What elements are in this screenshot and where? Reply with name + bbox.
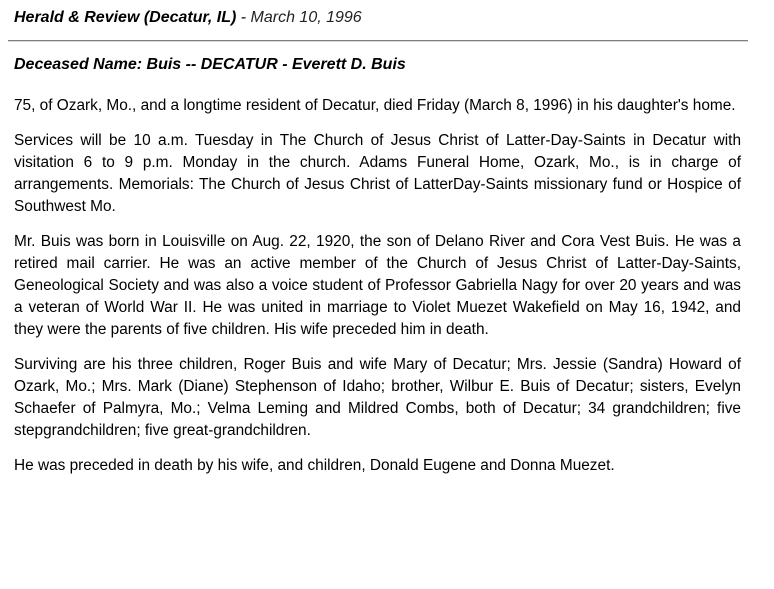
paragraph-age-residence: 75, of Ozark, Mo., and a longtime resident of Decatur, died Friday (March 8, 1996) in his daughter's home.	[14, 97, 736, 114]
header-divider	[8, 40, 748, 42]
newspaper-header	[14, 8, 362, 28]
newspaper-name: Herald & Review (Decatur, IL)	[14, 9, 237, 26]
deceased-name-line: Deceased Name: Buis -- DECATUR - Everett D. Buis	[14, 56, 406, 73]
header-separator: -	[236, 9, 251, 26]
paragraph-survivors: Surviving are his three children, Roger Buis and wife Mary of Decatur; Mrs. Jessie (Sandra) Howard of Ozark, Mo.; Mrs. Mark (Diane) Stephenson of Idaho; brother, Wilbur E. Buis of Decatur; sisters, Evelyn Schaefer of Palmyra, Mo.; Velma Leming and Mildred Combs, both of Decatur; 34 grandchildren; five stepgrandchildren; five great-grandchildren.	[14, 356, 741, 439]
obituary-body	[14, 95, 741, 490]
publication-date: March 10, 1996	[250, 9, 362, 26]
paragraph-services: Services will be 10 a.m. Tuesday in The Church of Jesus Christ of Latter-Day-Saints in Decatur with visitation 6 to 9 p.m. Monday in the church. Adams Funeral Home, Ozark, Mo., is in charge of arrangements. Memorials: The Church of Jesus Christ of LatterDay-Saints missionary fund or Hospice of Southwest Mo.	[14, 132, 741, 215]
paragraph-biography: Mr. Buis was born in Louisville on Aug. 22, 1920, the son of Delano River and Cora Vest Buis. He was a retired mail carrier. He was an active member of the Church of Jesus Christ of Latter-Day-Saints, Geneological Society and was also a voice student of Professor Gabriella Nagy for over 20 years and was a veteran of World War II. He was united in marriage to Violet Muezet Wakefield on May 16, 1942, and they were the parents of five children. His wife preceded him in death.	[14, 233, 741, 338]
paragraph-preceded: He was preceded in death by his wife, and children, Donald Eugene and Donna Muezet.	[14, 457, 615, 474]
